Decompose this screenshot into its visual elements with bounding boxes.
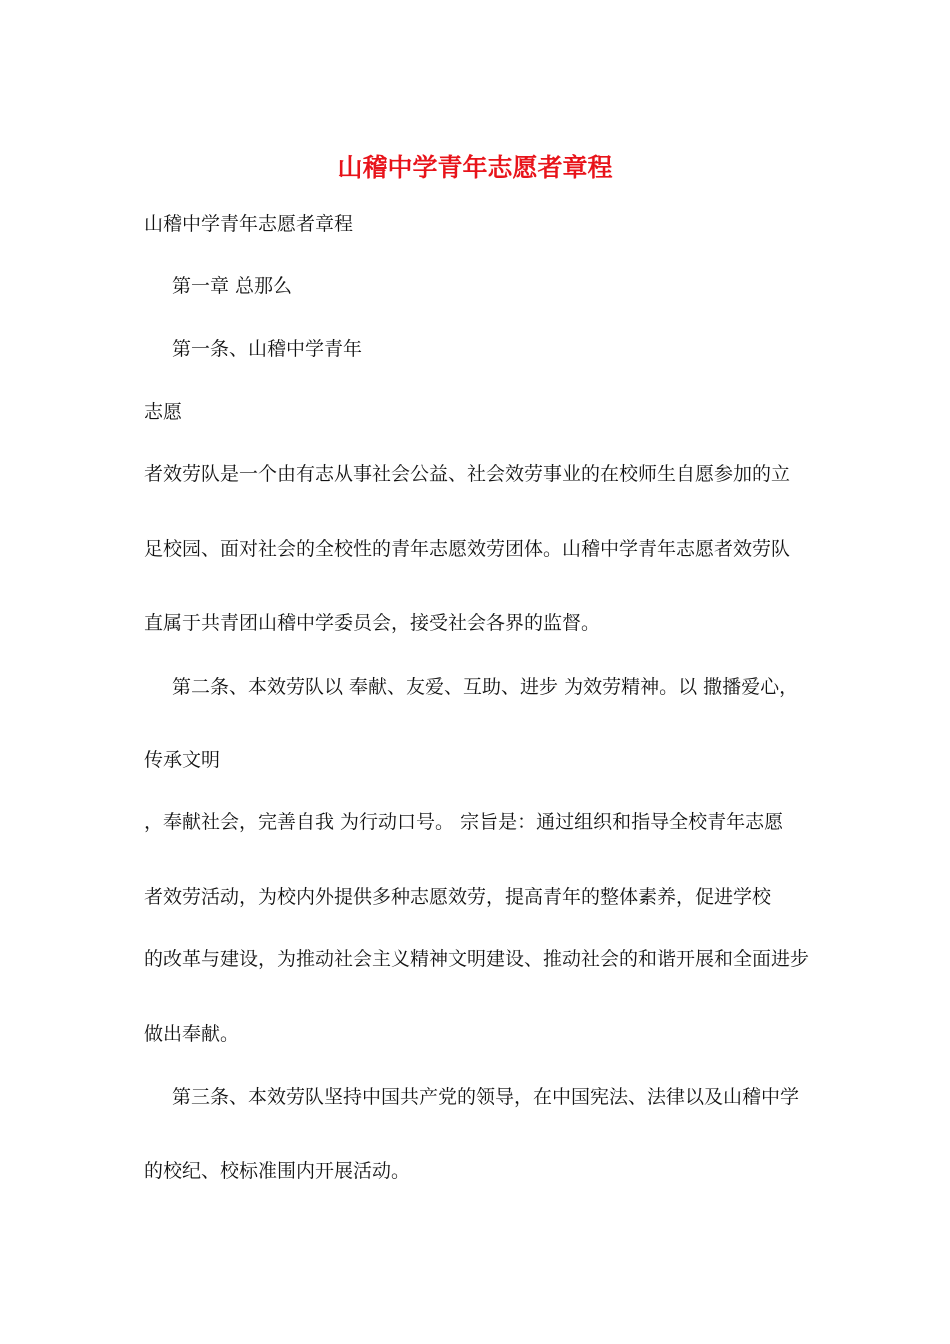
body-line: 传承文明 (144, 749, 221, 771)
body-line: 的校纪、校标准围内开展活动。 (144, 1160, 411, 1182)
body-line: 做出奉献。 (144, 1023, 240, 1045)
body-line: 者效劳活动，为校内外提供多种志愿效劳，提高青年的整体素养，促进学校 (144, 886, 772, 908)
body-line: 足校园、面对社会的全校性的青年志愿效劳团体。山稽中学青年志愿者效劳队 (144, 538, 791, 560)
chapter-heading: 第一章 总那么 (172, 275, 293, 297)
article-2-line: 第二条、本效劳队以 奉献、友爱、互助、进步 为效劳精神。以 撒播爱心， (172, 676, 799, 698)
body-line: 者效劳队是一个由有志从事社会公益、社会效劳事业的在校师生自愿参加的立 (144, 463, 791, 485)
body-line: 直属于共青团山稽中学委员会，接受社会各界的监督。 (144, 612, 601, 634)
document-title: 山稽中学青年志愿者章程 (337, 153, 613, 182)
body-line-doc-name: 山稽中学青年志愿者章程 (144, 213, 354, 235)
article-1-heading: 第一条、山稽中学青年 (172, 338, 363, 360)
body-line: 的改革与建设，为推动社会主义精神文明建设、推动社会的和谐开展和全面进步 (144, 948, 810, 970)
article-3-line: 第三条、本效劳队坚持中国共产党的领导，在中国宪法、法律以及山稽中学 (172, 1086, 800, 1108)
body-line: 志愿 (144, 401, 183, 423)
body-line: ，奉献社会，完善自我 为行动口号。 宗旨是：通过组织和指导全校青年志愿 (144, 811, 784, 833)
